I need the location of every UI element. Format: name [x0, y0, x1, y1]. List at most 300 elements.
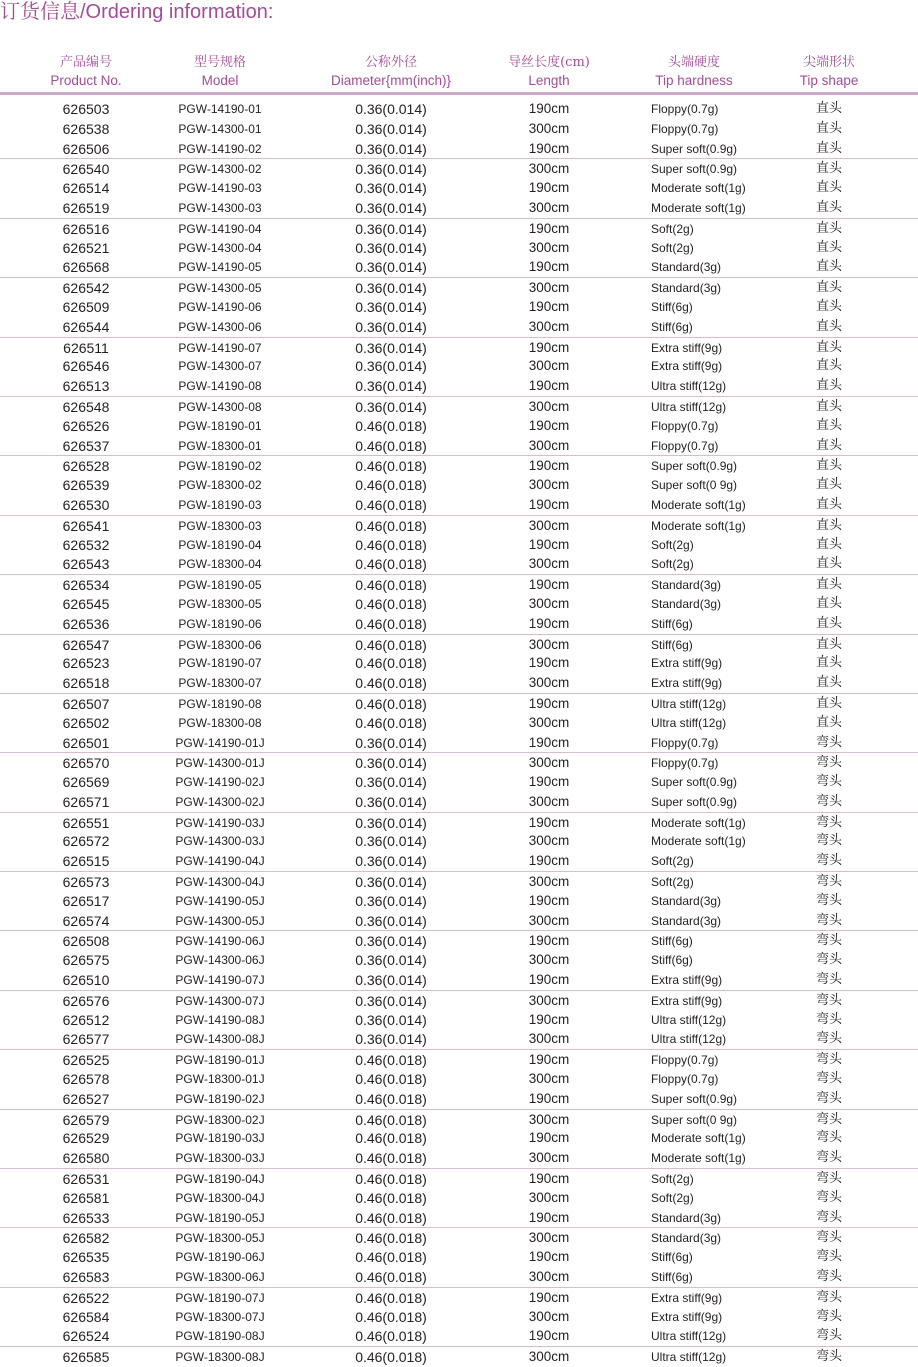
length-cell: 190cm — [528, 972, 570, 988]
table-row — [0, 416, 918, 436]
table-row — [0, 614, 918, 634]
model-cell: PGW-18190-01 — [178, 418, 262, 433]
header-tip-hardness — [630, 54, 758, 90]
model-cell: PGW-18300-06 — [178, 637, 262, 652]
tip-hardness-cell: Super soft(0.9g) — [651, 141, 738, 156]
tip-shape-cell: 直头 — [815, 120, 842, 136]
product-no-cell: 626524 — [62, 1328, 110, 1345]
model-cell: PGW-18190-05J — [175, 1210, 265, 1225]
product-no-cell: 626516 — [62, 220, 110, 237]
tip-shape-cell: 弯头 — [815, 1011, 842, 1027]
tip-hardness-cell: Extra stiff(9g) — [651, 340, 723, 355]
model-cell: PGW-14190-03J — [175, 815, 265, 830]
tip-shape-cell: 直头 — [815, 220, 842, 236]
length-cell: 300cm — [528, 793, 570, 809]
length-cell: 190cm — [528, 458, 570, 474]
model-cell: PGW-18300-05 — [178, 596, 262, 611]
length-cell: 300cm — [528, 952, 570, 968]
diameter-cell: 0.36(0.014) — [355, 239, 427, 256]
diameter-cell: 0.46(0.018) — [355, 458, 427, 475]
table-header — [0, 54, 918, 92]
model-cell: PGW-14190-06 — [178, 299, 262, 314]
diameter-cell: 0.36(0.014) — [355, 755, 427, 772]
model-cell: PGW-14190-06J — [175, 934, 265, 949]
tip-hardness-cell: Stiff(6g) — [651, 1270, 693, 1285]
product-no-cell: 626584 — [62, 1308, 110, 1325]
diameter-cell: 0.36(0.014) — [355, 933, 427, 950]
length-cell: 190cm — [528, 1289, 570, 1305]
length-cell: 300cm — [528, 120, 570, 136]
length-cell: 190cm — [528, 417, 570, 433]
tip-shape-cell: 直头 — [815, 496, 842, 512]
table-row — [0, 1287, 918, 1307]
table-row — [0, 634, 918, 654]
tip-shape-cell: 直头 — [815, 358, 842, 374]
product-no-cell: 626512 — [62, 1011, 110, 1028]
product-no-cell: 626572 — [62, 833, 110, 850]
diameter-cell: 0.46(0.018) — [355, 556, 427, 573]
header-zh: 头端硬度 — [667, 55, 720, 70]
product-no-cell: 626526 — [62, 417, 110, 434]
product-no-cell: 626509 — [62, 298, 110, 315]
model-cell: PGW-18190-04J — [175, 1172, 265, 1187]
diameter-cell: 0.46(0.018) — [355, 517, 427, 534]
product-no-cell: 626506 — [62, 140, 110, 157]
tip-shape-cell: 弯头 — [815, 1130, 842, 1146]
diameter-cell: 0.36(0.014) — [355, 833, 427, 850]
length-cell: 190cm — [528, 1052, 570, 1068]
length-cell: 300cm — [528, 874, 570, 890]
tip-shape-cell: 直头 — [815, 595, 842, 611]
tip-hardness-cell: Super soft(0.9g) — [651, 794, 738, 809]
diameter-cell: 0.46(0.018) — [355, 1349, 427, 1366]
length-cell: 190cm — [528, 339, 570, 355]
length-cell: 190cm — [528, 378, 570, 394]
model-cell: PGW-14190-07 — [178, 340, 262, 355]
model-cell: PGW-18300-08 — [178, 715, 262, 730]
length-cell: 190cm — [528, 259, 570, 275]
tip-hardness-cell: Soft(2g) — [651, 557, 694, 572]
table-row — [0, 218, 918, 238]
tip-hardness-cell: Stiff(6g) — [651, 1250, 693, 1265]
diameter-cell: 0.36(0.014) — [355, 814, 427, 831]
product-no-cell: 626519 — [62, 199, 110, 216]
model-cell: PGW-14190-07J — [175, 973, 265, 988]
model-cell: PGW-14300-03 — [178, 200, 262, 215]
product-no-cell: 626503 — [62, 101, 110, 117]
table-row — [0, 178, 918, 198]
product-no-cell: 626551 — [62, 814, 110, 831]
product-no-cell: 626536 — [62, 615, 110, 632]
length-cell: 300cm — [528, 755, 570, 771]
tip-hardness-cell: Floppy(0.7g) — [651, 121, 719, 136]
length-cell: 300cm — [528, 437, 570, 453]
product-no-cell: 626510 — [62, 972, 110, 989]
model-cell: PGW-14190-05 — [178, 260, 262, 275]
table-row — [0, 257, 918, 277]
model-cell: PGW-18190-03J — [175, 1131, 265, 1146]
tip-shape-cell: 弯头 — [815, 1269, 842, 1285]
diameter-cell: 0.46(0.018) — [355, 1289, 427, 1306]
diameter-cell: 0.46(0.018) — [355, 595, 427, 612]
table-row — [0, 1069, 918, 1089]
product-no-cell: 626546 — [62, 358, 110, 375]
model-cell: PGW-18190-05 — [178, 578, 262, 593]
length-cell: 300cm — [528, 398, 570, 414]
model-cell: PGW-18300-06J — [175, 1270, 265, 1285]
diameter-cell: 0.46(0.018) — [355, 1209, 427, 1226]
tip-hardness-cell: Extra stiff(9g) — [651, 1290, 723, 1305]
tip-hardness-cell: Floppy(0.7g) — [651, 418, 719, 433]
model-cell: PGW-14190-03 — [178, 181, 262, 196]
model-cell: PGW-18190-02J — [175, 1091, 265, 1106]
tip-shape-cell: 直头 — [815, 655, 842, 671]
diameter-cell: 0.46(0.018) — [355, 1111, 427, 1128]
table-row — [0, 495, 918, 515]
model-cell: PGW-14300-01 — [178, 121, 262, 136]
diameter-cell: 0.46(0.018) — [355, 1308, 427, 1325]
tip-hardness-cell: Moderate soft(1g) — [651, 181, 746, 196]
table-row — [0, 376, 918, 396]
length-cell: 300cm — [528, 1269, 570, 1285]
tip-hardness-cell: Stiff(6g) — [651, 934, 693, 949]
product-no-cell: 626585 — [62, 1349, 110, 1366]
table-row — [0, 139, 918, 159]
tip-hardness-cell: Soft(2g) — [651, 875, 694, 890]
diameter-cell: 0.36(0.014) — [355, 734, 427, 751]
product-no-cell: 626583 — [62, 1269, 110, 1286]
table-row — [0, 436, 918, 456]
length-cell: 300cm — [528, 280, 570, 296]
length-cell: 300cm — [528, 675, 570, 691]
tip-shape-cell: 直头 — [815, 437, 842, 453]
model-cell: PGW-18190-01J — [175, 1053, 265, 1068]
product-no-cell: 626525 — [62, 1052, 110, 1069]
tip-hardness-cell: Floppy(0.7g) — [651, 102, 719, 116]
model-cell: PGW-14300-02 — [178, 162, 262, 177]
product-no-cell: 626514 — [62, 180, 110, 197]
table-row — [0, 99, 918, 119]
tip-hardness-cell: Soft(2g) — [651, 1172, 694, 1187]
model-cell: PGW-18190-07J — [175, 1290, 265, 1305]
tip-hardness-cell: Moderate soft(1g) — [651, 815, 746, 830]
length-cell: 190cm — [528, 933, 570, 949]
tip-hardness-cell: Floppy(0.7g) — [651, 1072, 719, 1087]
table-row — [0, 970, 918, 990]
tip-hardness-cell: Extra stiff(9g) — [651, 676, 723, 691]
length-cell: 300cm — [528, 161, 570, 177]
tip-shape-cell: 弯头 — [815, 1150, 842, 1166]
length-cell: 300cm — [528, 912, 570, 928]
model-cell: PGW-14300-01J — [175, 756, 265, 771]
length-cell: 300cm — [528, 318, 570, 334]
diameter-cell: 0.46(0.018) — [355, 1052, 427, 1069]
length-cell: 190cm — [528, 814, 570, 830]
product-no-cell: 626539 — [62, 477, 110, 494]
diameter-cell: 0.36(0.014) — [355, 912, 427, 929]
product-no-cell: 626542 — [62, 280, 110, 297]
model-cell: PGW-18190-08J — [175, 1329, 265, 1344]
model-cell: PGW-14300-03J — [175, 834, 265, 849]
tip-shape-cell: 弯头 — [815, 874, 842, 890]
length-cell: 300cm — [528, 556, 570, 572]
product-no-cell: 626532 — [62, 536, 110, 553]
product-no-cell: 626517 — [62, 892, 110, 909]
tip-shape-cell: 弯头 — [815, 972, 842, 988]
product-no-cell: 626544 — [62, 318, 110, 335]
model-cell: PGW-18300-02J — [175, 1112, 265, 1127]
tip-shape-cell: 弯头 — [815, 774, 842, 790]
model-cell: PGW-14300-05 — [178, 281, 262, 296]
model-cell: PGW-18300-04J — [175, 1190, 265, 1205]
diameter-cell: 0.36(0.014) — [355, 1031, 427, 1048]
tip-hardness-cell: Stiff(6g) — [651, 319, 693, 334]
table-row — [0, 812, 918, 832]
model-cell: PGW-14190-08J — [175, 1012, 265, 1027]
tip-hardness-cell: Soft(2g) — [651, 1190, 694, 1205]
tip-hardness-cell: Moderate soft(1g) — [651, 1131, 746, 1146]
product-no-cell: 626529 — [62, 1130, 110, 1147]
tip-shape-cell: 直头 — [815, 577, 842, 593]
product-no-cell: 626547 — [62, 636, 110, 653]
table-row — [0, 277, 918, 297]
diameter-cell: 0.46(0.018) — [355, 437, 427, 454]
diameter-cell: 0.36(0.014) — [355, 853, 427, 870]
header-en: Product No. — [50, 73, 122, 88]
tip-shape-cell: 弯头 — [815, 755, 842, 771]
table-row — [0, 455, 918, 475]
tip-hardness-cell: Soft(2g) — [651, 221, 694, 236]
product-no-cell: 626569 — [62, 774, 110, 791]
diameter-cell: 0.46(0.018) — [355, 577, 427, 594]
tip-hardness-cell: Standard(3g) — [651, 281, 722, 296]
tip-hardness-cell: Standard(3g) — [651, 1231, 722, 1246]
table-row — [0, 1227, 918, 1247]
length-cell: 190cm — [528, 1328, 570, 1344]
tip-hardness-cell: Soft(2g) — [651, 240, 694, 255]
diameter-cell: 0.36(0.014) — [355, 874, 427, 891]
table-row — [0, 693, 918, 713]
tip-hardness-cell: Extra stiff(9g) — [651, 656, 723, 671]
model-cell: PGW-18300-07 — [178, 676, 262, 691]
tip-shape-cell: 直头 — [815, 695, 842, 711]
diameter-cell: 0.46(0.018) — [355, 1071, 427, 1088]
model-cell: PGW-14190-05J — [175, 893, 265, 908]
tip-hardness-cell: Extra stiff(9g) — [651, 993, 723, 1008]
model-cell: PGW-18300-08J — [175, 1350, 265, 1365]
tip-shape-cell: 直头 — [815, 615, 842, 631]
table-row — [0, 119, 918, 139]
tip-hardness-cell: Super soft(0.9g) — [651, 775, 738, 790]
tip-shape-cell: 直头 — [815, 298, 842, 314]
tip-shape-cell: 直头 — [815, 101, 842, 116]
length-cell: 190cm — [528, 577, 570, 593]
diameter-cell: 0.36(0.014) — [355, 199, 427, 216]
diameter-cell: 0.36(0.014) — [355, 358, 427, 375]
table-body — [0, 99, 918, 1366]
product-no-cell: 626576 — [62, 992, 110, 1009]
model-cell: PGW-18300-05J — [175, 1231, 265, 1246]
tip-hardness-cell: Floppy(0.7g) — [651, 756, 719, 771]
tip-hardness-cell: Ultra stiff(12g) — [651, 1032, 727, 1047]
tip-shape-cell: 弯头 — [815, 1090, 842, 1106]
diameter-cell: 0.46(0.018) — [355, 675, 427, 692]
header-en: Tip hardness — [655, 73, 733, 88]
table-row — [0, 792, 918, 812]
length-cell: 300cm — [528, 477, 570, 493]
header-en: Model — [201, 73, 239, 88]
length-cell: 300cm — [528, 1230, 570, 1246]
tip-hardness-cell: Ultra stiff(12g) — [651, 379, 727, 394]
length-cell: 300cm — [528, 358, 570, 374]
tip-shape-cell: 直头 — [815, 714, 842, 730]
tip-shape-cell: 弯头 — [815, 1052, 842, 1068]
tip-hardness-cell: Floppy(0.7g) — [651, 438, 719, 453]
table-row — [0, 653, 918, 673]
product-no-cell: 626534 — [62, 577, 110, 594]
product-no-cell: 626568 — [62, 259, 110, 276]
product-no-cell: 626511 — [63, 339, 109, 356]
length-cell: 190cm — [528, 298, 570, 314]
product-no-cell: 626533 — [62, 1209, 110, 1226]
tip-shape-cell: 直头 — [815, 318, 842, 334]
diameter-cell: 0.36(0.014) — [355, 378, 427, 395]
diameter-cell: 0.46(0.018) — [355, 1269, 427, 1286]
diameter-cell: 0.36(0.014) — [355, 280, 427, 297]
tip-hardness-cell: Super soft(0 9g) — [651, 1112, 738, 1127]
diameter-cell: 0.46(0.018) — [355, 1189, 427, 1206]
tip-shape-cell: 弯头 — [815, 734, 842, 750]
model-cell: PGW-14300-04J — [175, 875, 265, 890]
product-no-cell: 626575 — [62, 952, 110, 969]
table-row — [0, 713, 918, 733]
tip-shape-cell: 直头 — [815, 556, 842, 572]
product-no-cell: 626522 — [62, 1289, 110, 1306]
length-cell: 190cm — [528, 140, 570, 156]
table-row — [0, 1346, 918, 1366]
table-row — [0, 574, 918, 594]
tip-shape-cell: 直头 — [815, 259, 842, 275]
diameter-cell: 0.36(0.014) — [355, 259, 427, 276]
product-no-cell: 626574 — [62, 912, 110, 929]
diameter-cell: 0.46(0.018) — [355, 536, 427, 553]
model-cell: PGW-14300-08 — [178, 399, 262, 414]
table-row — [0, 1267, 918, 1287]
header-length — [490, 54, 608, 90]
diameter-cell: 0.36(0.014) — [355, 952, 427, 969]
model-cell: PGW-18190-03 — [178, 497, 262, 512]
table-row — [0, 238, 918, 258]
tip-shape-cell: 直头 — [815, 199, 842, 215]
model-cell: PGW-14300-04 — [178, 240, 262, 255]
diameter-cell: 0.36(0.014) — [355, 101, 427, 117]
product-no-cell: 626582 — [62, 1230, 110, 1247]
tip-shape-cell: 弯头 — [815, 1071, 842, 1087]
table-row — [0, 772, 918, 792]
length-cell: 300cm — [528, 714, 570, 730]
tip-hardness-cell: Standard(3g) — [651, 893, 722, 908]
table-row — [0, 673, 918, 693]
table-row — [0, 752, 918, 772]
tip-hardness-cell: Stiff(6g) — [651, 616, 693, 631]
table-row — [0, 1307, 918, 1327]
table-row — [0, 594, 918, 614]
table-row — [0, 297, 918, 317]
diameter-cell: 0.36(0.014) — [355, 398, 427, 415]
tip-shape-cell: 直头 — [815, 417, 842, 433]
diameter-cell: 0.46(0.018) — [355, 636, 427, 653]
tip-shape-cell: 弯头 — [815, 853, 842, 869]
tip-shape-cell: 直头 — [815, 140, 842, 156]
table-row — [0, 198, 918, 218]
tip-hardness-cell: Floppy(0.7g) — [651, 735, 719, 750]
product-no-cell: 626502 — [62, 714, 110, 731]
diameter-cell: 0.46(0.018) — [355, 1130, 427, 1147]
table-row — [0, 356, 918, 376]
tip-shape-cell: 直头 — [815, 477, 842, 493]
tip-hardness-cell: Ultra stiff(12g) — [651, 715, 727, 730]
tip-hardness-cell: Ultra stiff(12g) — [651, 1350, 727, 1365]
product-no-cell: 626530 — [62, 496, 110, 513]
header-zh: 型号规格 — [193, 55, 246, 70]
length-cell: 300cm — [528, 1308, 570, 1324]
length-cell: 190cm — [528, 853, 570, 869]
model-cell: PGW-14190-01 — [178, 102, 262, 116]
tip-shape-cell: 弯头 — [815, 1249, 842, 1265]
length-cell: 300cm — [528, 199, 570, 215]
product-no-cell: 626548 — [62, 398, 110, 415]
tip-hardness-cell: Standard(3g) — [651, 913, 722, 928]
model-cell: PGW-14190-02 — [178, 141, 262, 156]
tip-shape-cell: 直头 — [815, 161, 842, 177]
diameter-cell: 0.46(0.018) — [355, 1249, 427, 1266]
header-en: Length — [528, 73, 570, 88]
model-cell: PGW-18300-03J — [175, 1151, 265, 1166]
length-cell: 300cm — [528, 1189, 570, 1205]
table-row — [0, 1128, 918, 1148]
diameter-cell: 0.36(0.014) — [355, 774, 427, 791]
diameter-cell: 0.46(0.018) — [355, 695, 427, 712]
header-en: Tip shape — [799, 73, 859, 88]
diameter-cell: 0.46(0.018) — [355, 1090, 427, 1107]
model-cell: PGW-14300-06J — [175, 953, 265, 968]
diameter-cell: 0.46(0.018) — [355, 1328, 427, 1345]
tip-hardness-cell: Moderate soft(1g) — [651, 1151, 746, 1166]
tip-shape-cell: 弯头 — [815, 892, 842, 908]
tip-shape-cell: 弯头 — [815, 1328, 842, 1344]
product-no-cell: 626538 — [62, 120, 110, 137]
tip-shape-cell: 弯头 — [815, 833, 842, 849]
tip-hardness-cell: Standard(3g) — [651, 578, 722, 593]
diameter-cell: 0.46(0.018) — [355, 1230, 427, 1247]
length-cell: 190cm — [528, 496, 570, 512]
product-no-cell: 626507 — [62, 695, 110, 712]
tip-shape-cell: 直头 — [815, 636, 842, 652]
product-no-cell: 626537 — [62, 437, 110, 454]
tip-shape-cell: 直头 — [815, 675, 842, 691]
table-row — [0, 891, 918, 911]
product-no-cell: 626528 — [62, 458, 110, 475]
table-row — [0, 1326, 918, 1346]
table-row — [0, 1168, 918, 1188]
header-zh: 导丝长度(cm) — [508, 55, 590, 70]
product-no-cell: 626518 — [62, 675, 110, 692]
model-cell: PGW-18300-02 — [178, 478, 262, 493]
length-cell: 190cm — [528, 101, 570, 116]
tip-shape-cell: 弯头 — [815, 1031, 842, 1047]
product-no-cell: 626581 — [62, 1189, 110, 1206]
tip-shape-cell: 弯头 — [815, 1349, 842, 1365]
